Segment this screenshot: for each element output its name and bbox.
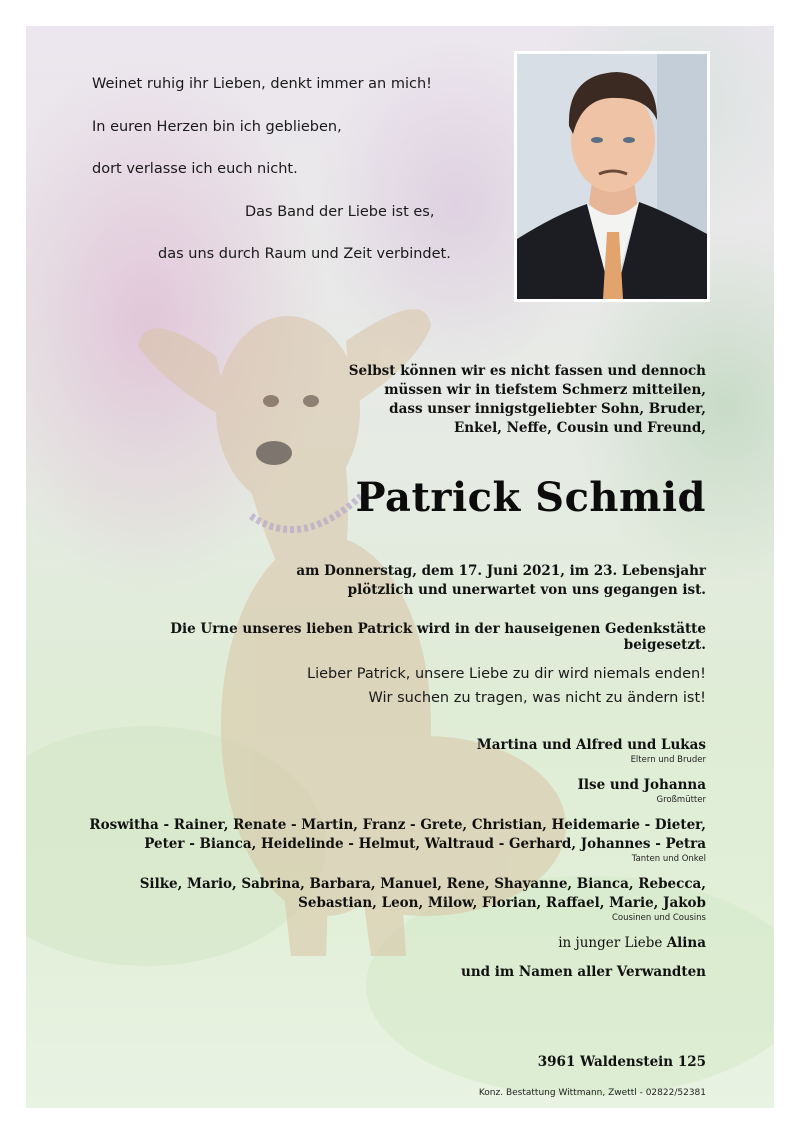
date-line: plötzlich und unerwartet von uns gegangen ist. [347, 582, 706, 598]
portrait-illustration [517, 54, 707, 299]
intro-line: Selbst können wir es nicht fassen und dennoch [348, 363, 706, 379]
mourners-list [66, 736, 706, 982]
mourner-relation: Eltern und Bruder [630, 755, 706, 765]
intro-line: dass unser innigstgeliebter Sohn, Bruder, [389, 401, 706, 417]
mourner-names: Silke, Mario, Sabrina, Barbara, Manuel, Rene, Shayanne, Bianca, Rebecca, [139, 876, 706, 892]
mourner-names: Martina und Alfred und Lukas [476, 737, 706, 753]
intro-text [326, 362, 706, 438]
urne-text: Die Urne unseres lieben Patrick wird in der hauseigenen Gedenkstätte beigesetzt. [170, 621, 706, 653]
mourner-names: Peter - Bianca, Heidelinde - Helmut, Waltraud - Gerhard, Johannes - Petra [144, 836, 706, 852]
partner-name: Alina [666, 935, 706, 951]
quote-line-2: Wir suchen zu tragen, was nicht zu ändern ist! [368, 690, 706, 706]
mourner-relation: Cousinen und Cousins [611, 913, 706, 923]
poem-line-5: das uns durch Raum und Zeit verbindet. [158, 246, 451, 262]
poem-line-2: In euren Herzen bin ich geblieben, [92, 119, 342, 135]
mourner-names: Sebastian, Leon, Milow, Florian, Raffael, Marie, Jakob [298, 895, 706, 911]
mourner-names: Ilse und Johanna [577, 777, 706, 793]
closing-line: und im Namen aller Verwandten [461, 964, 706, 980]
partner-prefix: in junger Liebe [558, 935, 663, 951]
date-line: am Donnerstag, dem 17. Juni 2021, im 23. Lebensjahr [296, 563, 706, 579]
obituary-sheet [26, 26, 774, 1108]
date-text [266, 562, 706, 600]
mourner-group-aunts-uncles [66, 816, 706, 865]
mourner-partner [66, 934, 706, 953]
mourner-relation: Tanten und Onkel [631, 854, 706, 864]
address: 3961 Waldenstein 125 [537, 1054, 706, 1070]
portrait-photo [514, 51, 710, 302]
intro-line: müssen wir in tiefstem Schmerz mitteilen, [384, 382, 706, 398]
deceased-name: Patrick Schmid [355, 474, 706, 521]
mourner-group-parents [66, 736, 706, 766]
poem-line-1: Weinet ruhig ihr Lieben, denkt immer an mich! [92, 76, 432, 92]
mourner-group-grandparents [66, 776, 706, 806]
mourner-relation: Großmütter [656, 795, 706, 805]
intro-line: Enkel, Neffe, Cousin und Freund, [454, 420, 706, 436]
quote-line-1: Lieber Patrick, unsere Liebe zu dir wird niemals enden! [307, 666, 706, 682]
poem-line-4: Das Band der Liebe ist es, [245, 204, 435, 220]
poem-line-3: dort verlasse ich euch nicht. [92, 161, 298, 177]
footer-funeral-home: Konz. Bestattung Wittmann, Zwettl - 02822/52381 [478, 1088, 706, 1098]
mourner-group-cousins [66, 875, 706, 924]
mourner-names: Roswitha - Rainer, Renate - Martin, Franz - Grete, Christian, Heidemarie - Dieter, [89, 817, 706, 833]
